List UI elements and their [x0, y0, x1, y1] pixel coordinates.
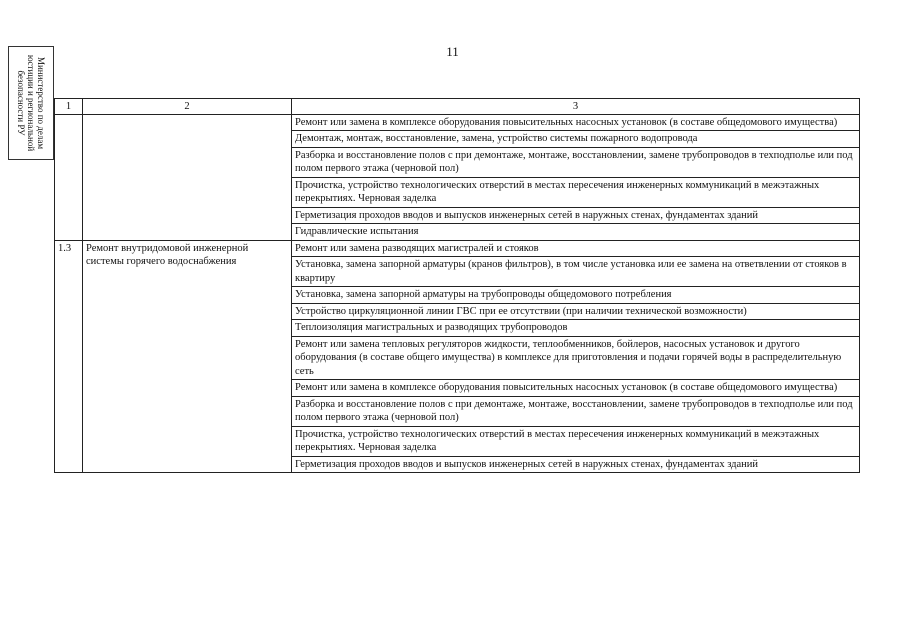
works-table [54, 98, 860, 473]
page-number: 11 [446, 44, 459, 59]
work-item: Ремонт или замена в комплексе оборудования повысительных насосных установок (в составе общедомового имущества) [292, 114, 860, 131]
work-item: Демонтаж, монтаж, восстановление, замена, устройство системы пожарного водопровода [292, 131, 860, 148]
work-item: Разборка и восстановление полов с при демонтаже, монтаже, восстановлении, замене трубопроводов в техподполье или под полом первого этажа (черновой пол) [292, 396, 860, 426]
stamp-text [16, 50, 46, 156]
work-item: Устройство циркуляционной линии ГВС при ее отсутствии (при наличии технической возможности) [292, 303, 860, 320]
work-item: Гидравлические испытания [292, 224, 860, 241]
table-header-row [55, 99, 860, 115]
work-item: Разборка и восстановление полов с при демонтаже, монтаже, восстановлении, замене трубопроводов в техподполье или под полом первого этажа (черновой пол) [292, 147, 860, 177]
work-item: Теплоизоляция магистральных и разводящих трубопроводов [292, 320, 860, 337]
work-item: Установка, замена запорной арматуры (кранов фильтров), в том числе установка или ее замена на ответвлении от стояков в квартиру [292, 257, 860, 287]
work-item: Ремонт или замена разводящих магистралей и стояков [292, 240, 860, 257]
work-item: Прочистка, устройство технологических отверстий в местах пересечения инженерных коммуникаций в межэтажных перекрытиях. Черновая заделка [292, 426, 860, 456]
stamp-line: безопасности РУ [16, 70, 26, 136]
column-header-name: 2 [83, 99, 292, 115]
column-header-works: 3 [292, 99, 860, 115]
column-header-number: 1 [55, 99, 83, 115]
section-number: 1.3 [55, 240, 83, 473]
work-item: Герметизация проходов вводов и выпусков инженерных сетей в наружных стенах, фундаментах зданий [292, 456, 860, 473]
stamp-line: юстиции и региональной [26, 54, 36, 152]
section-title: Ремонт внутридомовой инженерной системы горячего водоснабжения [83, 240, 292, 473]
ministry-stamp [8, 46, 54, 160]
empty-name-cell [83, 114, 292, 240]
table-row [55, 114, 860, 131]
work-item: Герметизация проходов вводов и выпусков инженерных сетей в наружных стенах, фундаментах зданий [292, 207, 860, 224]
work-item: Прочистка, устройство технологических отверстий в местах пересечения инженерных коммуникаций в межэтажных перекрытиях. Черновая заделка [292, 177, 860, 207]
table-row [55, 240, 860, 257]
stamp-line: Министерство по делам [36, 56, 46, 150]
work-item: Ремонт или замена в комплексе оборудования повысительных насосных установок (в составе общедомового имущества) [292, 380, 860, 397]
work-item: Установка, замена запорной арматуры на трубопроводы общедомового потребления [292, 287, 860, 304]
work-item: Ремонт или замена тепловых регуляторов жидкости, теплообменников, бойлеров, насосных установок и другого оборудования (в составе общего имущества) в комплексе для приготовления и подачи горячей воды в распределительную сеть [292, 336, 860, 380]
empty-number-cell [55, 114, 83, 240]
